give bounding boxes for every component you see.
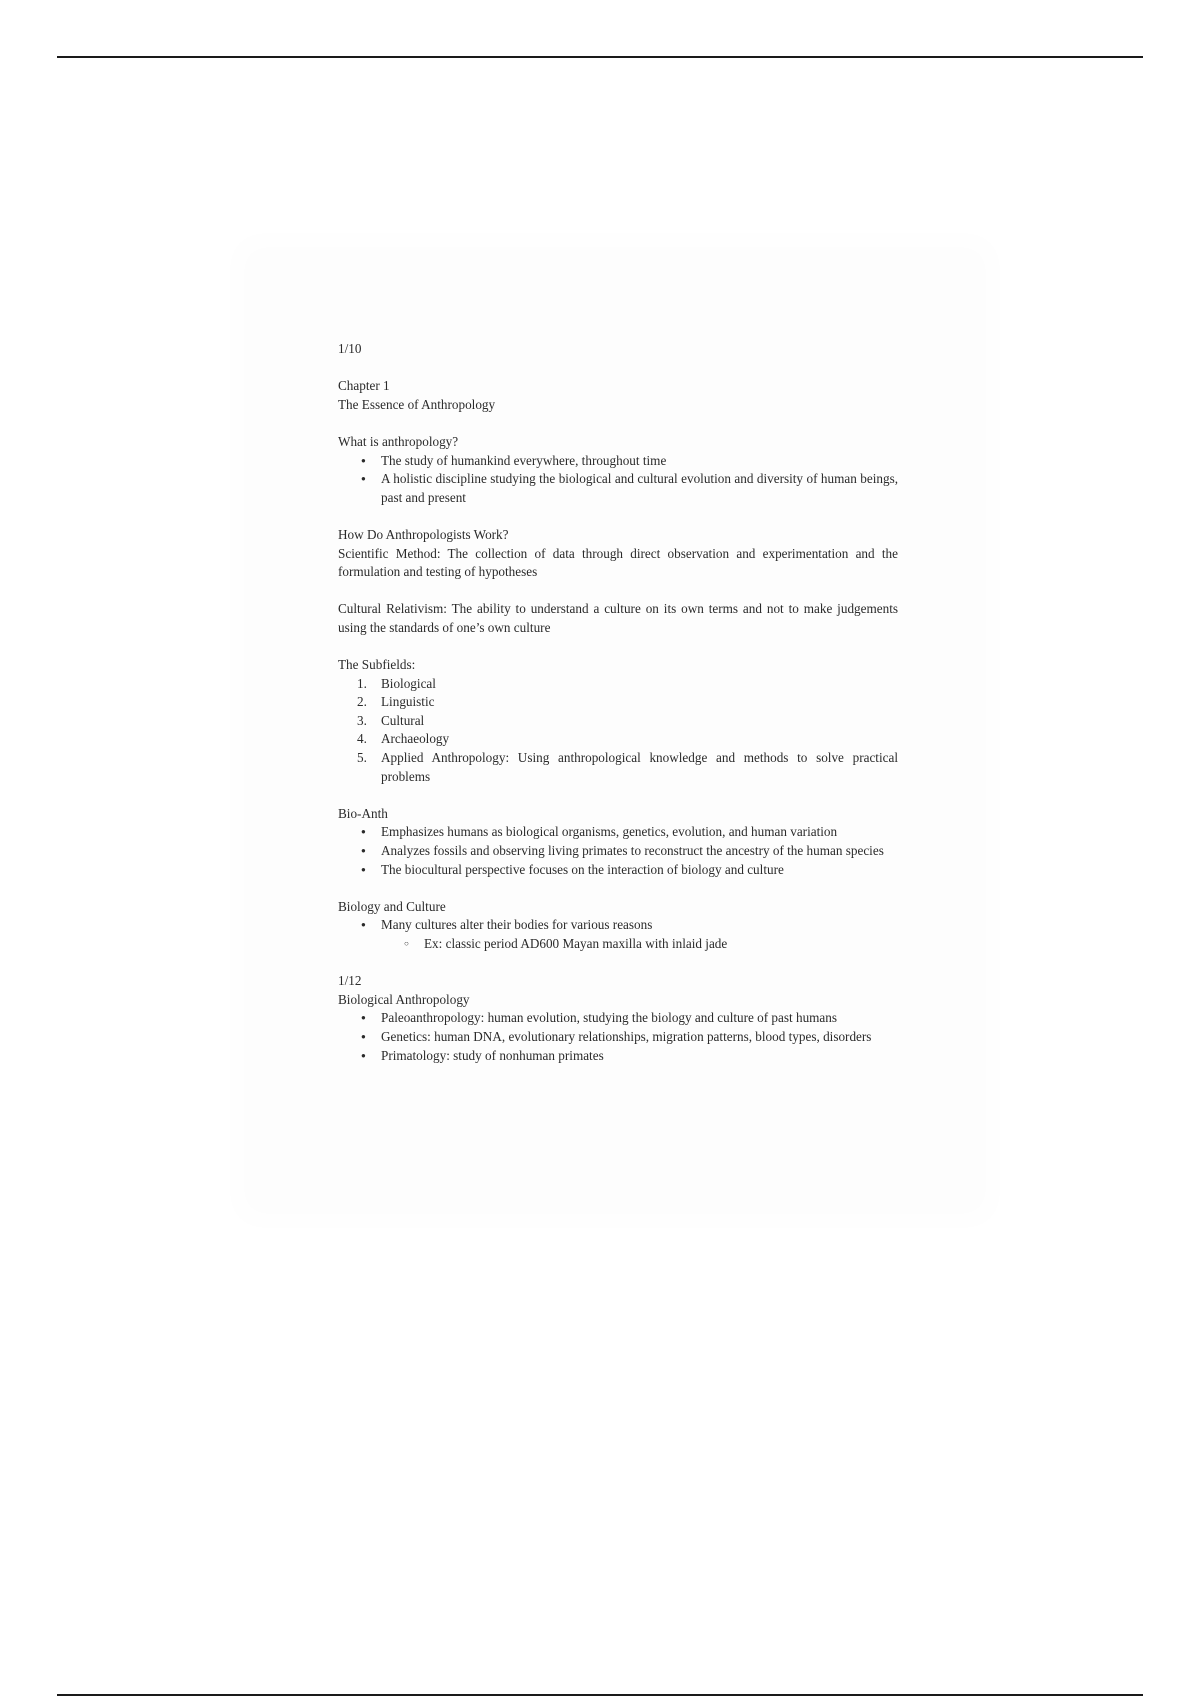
section-heading: Biology and Culture xyxy=(338,898,446,914)
bullet-list xyxy=(338,452,898,508)
list-item: ● Emphasizes humans as biological organisms, genetics, evolution, and human variation xyxy=(381,823,898,842)
section-heading: Bio-Anth xyxy=(338,805,388,821)
list-item: ● Genetics: human DNA, evolutionary relationships, migration patterns, blood types, disorders xyxy=(381,1028,898,1047)
list-item: 4. Archaeology xyxy=(357,731,450,747)
list-item: ● Many cultures alter their bodies for various reasons ○ Ex: classic period AD600 Mayan maxilla with inlaid jade xyxy=(381,916,898,953)
bullet-list xyxy=(338,916,898,953)
definition-paragraph: Cultural Relativism: The ability to understand a culture on its own terms and not to make judgements using the standards of one’s own culture xyxy=(338,601,898,635)
list-item: ● The study of humankind everywhere, throughout time xyxy=(381,452,898,471)
list-item: ● A holistic discipline studying the biological and cultural evolution and diversity of human beings, past and present xyxy=(381,470,898,507)
list-item: ● The biocultural perspective focuses on the interaction of biology and culture xyxy=(381,861,898,880)
date-heading: 1/12 xyxy=(338,973,362,989)
bullet-list xyxy=(338,823,898,879)
section-heading: Biological Anthropology xyxy=(338,991,470,1007)
list-item: 2. Linguistic xyxy=(357,694,435,710)
bottom-rule xyxy=(57,1694,1143,1696)
date-heading: 1/10 xyxy=(338,341,362,356)
document-content xyxy=(338,340,898,1065)
section-heading: The Subfields: xyxy=(338,657,416,673)
chapter-label: Chapter 1 xyxy=(338,378,390,394)
list-item: 5. Applied Anthropology: Using anthropological knowledge and methods to solve practical problems xyxy=(357,750,898,784)
section-heading: How Do Anthropologists Work? xyxy=(338,526,509,542)
list-item: ● Primatology: study of nonhuman primates xyxy=(381,1047,898,1066)
chapter-title: The Essence of Anthropology xyxy=(338,396,496,412)
sub-list-item: ○ Ex: classic period AD600 Mayan maxilla with inlaid jade xyxy=(424,935,898,954)
numbered-list xyxy=(338,675,898,787)
list-item: ● Analyzes fossils and observing living primates to reconstruct the ancestry of the human species xyxy=(381,842,898,861)
bullet-list xyxy=(338,1009,898,1065)
sub-bullet-list xyxy=(381,935,898,954)
definition-paragraph: Scientific Method: The collection of data through direct observation and experimentation and the formulation and testing of hypotheses xyxy=(338,545,898,580)
list-item: 1. Biological xyxy=(357,675,436,691)
top-rule xyxy=(57,56,1143,58)
section-heading: What is anthropology? xyxy=(338,433,459,449)
list-item: ● Paleoanthropology: human evolution, studying the biology and culture of past humans xyxy=(381,1009,898,1028)
list-item: 3. Cultural xyxy=(357,712,425,728)
